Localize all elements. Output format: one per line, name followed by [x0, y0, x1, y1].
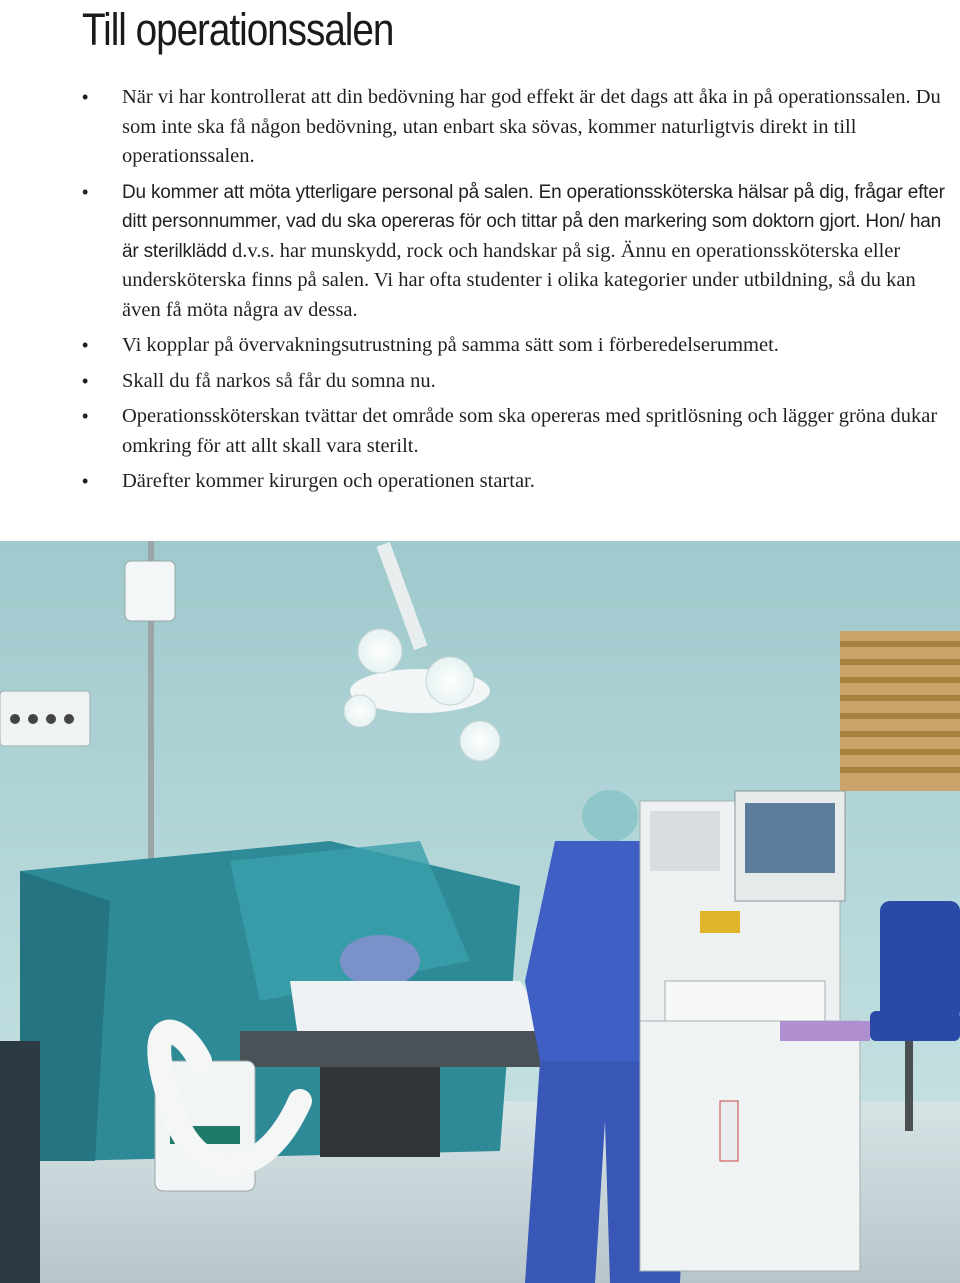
paragraph-text: d.v.s. har munskydd, rock och handskar på sig. Ännu en operationssköterska eller undersköterska finns på salen. Vi har ofta studenter i olika kategorier under utbildning, så du kan även få möta några av dessa.: [122, 239, 916, 321]
bullet-list: [82, 83, 952, 503]
bullet-icon: •: [82, 471, 89, 491]
list-item: [82, 367, 952, 397]
bullet-icon: •: [82, 335, 89, 355]
list-item: [82, 402, 952, 461]
paragraph-text-sans: Du kommer att möta ytterligare personal på salen. En operationssköterska hälsar på dig, frågar efter ditt personnummer, vad du ska opereras för och tittar på den markering som doktorn gjort. Hon/ han är sterilklädd: [122, 181, 945, 262]
paragraph-text: Vi kopplar på övervakningsutrustning på samma sätt som i förberedelserummet.: [122, 334, 779, 356]
equipment-cart: [0, 1041, 40, 1283]
paragraph-text: När vi har kontrollerat att din bedövning har god effekt är det dags att åka in på operationssalen. Du som inte ska få någon bedövning, utan enbart ska sövas, kommer naturligtvis direkt in till operationssalen.: [122, 86, 941, 167]
page-title: Till operationssalen: [82, 4, 394, 55]
anesthesia-machine: [640, 791, 870, 1271]
paragraph-text: Skall du få narkos så får du somna nu.: [122, 369, 436, 392]
list-item: [82, 83, 952, 172]
list-item: [82, 467, 952, 497]
window-blinds: [840, 631, 960, 791]
bullet-icon: •: [82, 87, 89, 107]
paragraph-text: Operationssköterskan tvättar det område som ska opereras med spritlösning och lägger gröna dukar omkring för att allt skall vara sterilt.: [122, 405, 938, 457]
paragraph-text: Därefter kommer kirurgen och operationen startar.: [122, 470, 535, 492]
operating-room-photo: [0, 541, 960, 1283]
bullet-icon: •: [82, 370, 89, 391]
bullet-icon: •: [82, 181, 89, 202]
iv-bag: [125, 561, 175, 621]
list-item: [82, 178, 952, 326]
bullet-icon: •: [82, 406, 89, 426]
wall-outlets: [0, 691, 90, 746]
list-item: [82, 331, 952, 361]
